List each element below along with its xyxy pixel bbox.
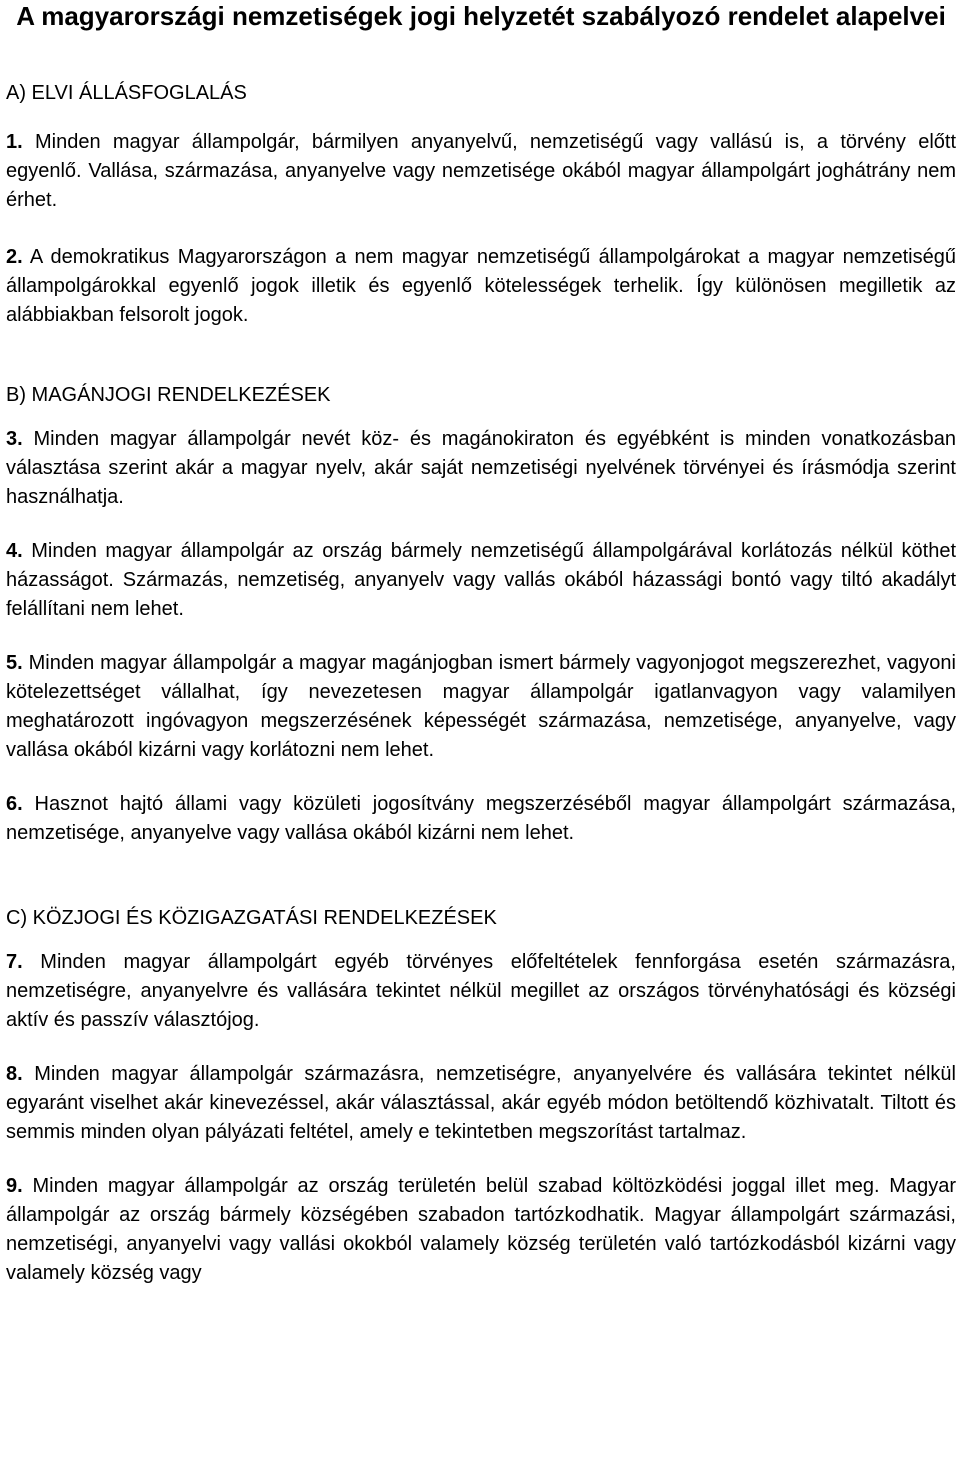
paragraph-8	[6, 1060, 956, 1147]
paragraph-number: 7.	[6, 951, 23, 973]
paragraph-2	[6, 243, 956, 330]
paragraph-number: 3.	[6, 428, 23, 450]
paragraph-text: Minden magyar állampolgár az ország területén belül szabad költözködési joggal illet meg. Magyar állampolgár az ország bármely községében szabadon tartózkodhatik. Magyar állampolgárt származási, nemzetiségi, anyanyelvi vagy vallási okokból valamely község területén való tartózkodásból kizárni vagy valamely község vagy	[6, 1175, 956, 1284]
paragraph-number: 1.	[6, 131, 23, 153]
paragraph-text: Minden magyar állampolgárt egyéb törvényes előfeltételek fennforgása esetén származásra, nemzetiségre, anyanyelvre és vallására tekintet nélkül megillet az országos törvényhatósági és községi aktív és passzív választójog.	[6, 951, 956, 1031]
paragraph-text: Minden magyar állampolgár származásra, nemzetiségre, anyanyelvére és vallására tekintet nélkül egyaránt viselhet akár kinevezéssel, akár választással, akár egyéb módon betöltendő közhivatalt. Tiltott és semmis minden olyan pályázati feltétel, amely e tekintetben megszorítást tartalmaz.	[6, 1063, 956, 1143]
paragraph-text: Hasznot hajtó állami vagy közületi jogosítvány megszerzéséből magyar állampolgárt származása, nemzetisége, anyanyelve vagy vallása okából kizárni nem lehet.	[6, 793, 956, 844]
paragraph-3	[6, 425, 956, 512]
paragraph-number: 6.	[6, 793, 23, 815]
paragraph-text: Minden magyar állampolgár, bármilyen anyanyelvű, nemzetiségű vagy vallású is, a törvény előtt egyenlő. Vallása, származása, anyanyelve vagy nemzetisége okából magyar állampolgárt joghátrány nem érhet.	[6, 131, 956, 211]
paragraph-text: Minden magyar állampolgár az ország bármely nemzetiségű állampolgárával korlátozás nélkül köthet házasságot. Származás, nemzetiség, anyanyelv vagy vallás okából házassági bontó vagy tiltó akadályt felállítani nem lehet.	[6, 540, 956, 620]
paragraph-text: Minden magyar állampolgár a magyar magánjogban ismert bármely vagyonjogot megszerezhet, vagyoni kötelezettséget vállalhat, így nevezetesen magyar állampolgár igatlanvagyon vagy valamilyen meghatározott ingóvagyon megszerzésének képességét származása, nemzetisége, anyanyelve, vagy vallása okából kizárni vagy korlátozni nem lehet.	[6, 652, 956, 761]
paragraph-9	[6, 1172, 956, 1288]
paragraph-text: A demokratikus Magyarországon a nem magyar nemzetiségű állampolgárokat a magyar nemzetiségű állampolgárokkal egyenlő jogok illetik és egyenlő kötelességek terhelik. Így különösen megilletik az alábbiakban felsorolt jogok.	[6, 246, 956, 326]
paragraph-4	[6, 537, 956, 624]
paragraph-1	[6, 128, 956, 215]
paragraph-number: 9.	[6, 1175, 23, 1197]
document-page	[6, 0, 956, 1288]
section-heading-b: B) MAGÁNJOGI RENDELKEZÉSEK	[6, 384, 331, 406]
paragraph-number: 8.	[6, 1063, 23, 1085]
paragraph-number: 5.	[6, 652, 23, 674]
paragraph-number: 2.	[6, 246, 23, 268]
document-title: A magyarországi nemzetiségek jogi helyzetét szabályozó rendelet alapelvei	[16, 1, 946, 31]
paragraph-6	[6, 790, 956, 848]
paragraph-number: 4.	[6, 540, 23, 562]
section-heading-a: A) ELVI ÁLLÁSFOGLALÁS	[6, 82, 247, 104]
paragraph-7	[6, 948, 956, 1035]
paragraph-text: Minden magyar állampolgár nevét köz- és magánokiraton és egyébként is minden vonatkozásban választása szerint akár a magyar nyelv, akár saját nemzetiségi nyelvének törvényei és írásmódja szerint használhatja.	[6, 428, 956, 508]
paragraph-5	[6, 649, 956, 765]
section-heading-c: C) KÖZJOGI ÉS KÖZIGAZGATÁSI RENDELKEZÉSEK	[6, 907, 497, 929]
